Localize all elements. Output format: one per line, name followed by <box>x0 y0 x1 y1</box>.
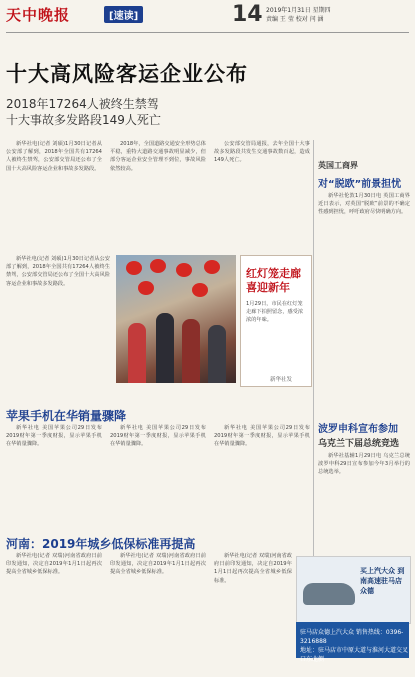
ukraine-headline-1: 波罗申科宣布参加 <box>318 424 398 435</box>
person-figure <box>182 319 200 383</box>
date-line: 2019年1月31日 星期四 <box>266 7 331 14</box>
lead-column-2: 2018年，全国道路交通安全形势总体平稳，重特大道路交通事故明显减少，但部分客运企业安全管理不到位，事故风险依然较高。 <box>110 141 206 172</box>
lantern-icon <box>150 259 166 273</box>
photo-byline: 新华社发 <box>270 377 293 383</box>
newspaper-brand: 天中晚报 <box>6 6 71 24</box>
ad-title: 买上汽大众 到南高速驻马店众德 <box>360 567 405 595</box>
apple-headline: 苹果手机在华销量骤降 <box>6 409 127 423</box>
photo-caption-text: 1月29日，市民在红灯笼走廊下拍照留念，感受浓浓的年味。 <box>246 301 304 323</box>
car-image <box>303 583 355 605</box>
lead-subhead-1: 2018年17264人被终生禁驾 <box>6 97 159 111</box>
apple-column-1: 新华社电 美国苹果公司29日发布2019财年第一季度财报，显示苹果手机在华销量骤降。 <box>6 425 102 448</box>
lantern-icon <box>176 263 192 277</box>
person-figure <box>208 325 226 383</box>
uk-headline: 对“脱欧”前景担忧 <box>318 179 402 190</box>
lead-subhead-2: 十大事故多发路段149人死亡 <box>6 113 161 127</box>
person-figure <box>156 313 174 383</box>
apple-column-3: 新华社电 美国苹果公司29日发布2019财年第一季度财报，显示苹果手机在华销量骤降。 <box>214 425 310 448</box>
lantern-icon <box>126 261 142 275</box>
henan-headline: 河南：2019年城乡低保标准再提高 <box>6 537 196 551</box>
person-figure <box>128 323 146 383</box>
ukraine-article-body: 新华社基辅1月29日电 乌克兰总统波罗申科29日宣布参加今年3月举行的总统选举。 <box>318 453 410 476</box>
lantern-icon <box>138 281 154 295</box>
lead-column-4: 新华社电(记者 刘硕)1月30日记者从公安部了解到，2018年全国共有17264人被终生禁驾，公安部交管局还公布了全国十大高风险客运企业和事故多发路段。 <box>6 256 110 287</box>
henan-column-3: 新华社电(记者 双瑞)河南省政府日前印发通知，决定自2019年1月1日起再次提高全省城乡低保标准。 <box>214 553 292 584</box>
masthead <box>0 0 415 40</box>
ad-hotline: 驻马店众德上汽大众 销售热线：0396-3216888 <box>300 629 404 645</box>
lead-headline: 十大高风险客运企业公布 <box>6 62 248 86</box>
ukraine-headline-2: 乌克兰下届总统竞选 <box>318 439 400 449</box>
henan-column-2: 新华社电(记者 双瑞)河南省政府日前印发通知，决定自2019年1月1日起再次提高全省城乡低保标准。 <box>110 553 206 576</box>
lead-column-1: 新华社电(记者 刘硕)1月30日记者从公安部了解到，2018年全国共有17264人被终生禁驾，公安部交管局还公布了全国十大高风险客运企业和事故多发路段。 <box>6 141 102 172</box>
uk-article-body: 新华社伦敦1月30日电 英国工商界近日表示，对英国“脱欧”前景的不确定性感到担忧，呼吁政府尽快明确方向。 <box>318 193 410 216</box>
photo-caption-title: 红灯笼走廊喜迎新年 <box>246 267 301 294</box>
masthead-rule <box>6 32 409 33</box>
news-photo <box>116 255 236 383</box>
lead-column-3: 公安部交管局通报，去年全国十大事故多发路段共发生交通事故数百起，造成149人死亡。 <box>214 141 310 164</box>
editors-line: 责编 王 莹 校对 闫 涵 <box>266 16 324 23</box>
section-badge: [速读] <box>104 6 143 23</box>
uk-kicker: 英国工商界 <box>318 161 358 170</box>
lantern-icon <box>204 260 220 274</box>
lantern-icon <box>192 283 208 297</box>
page-number: 14 <box>232 2 263 27</box>
ad-address: 地址：驻马店市中原大道与淮河大道交叉口东北侧 <box>300 647 409 663</box>
ad-contact <box>300 628 410 664</box>
henan-column-1: 新华社电(记者 双瑞)河南省政府日前印发通知，决定自2019年1月1日起再次提高全省城乡低保标准。 <box>6 553 102 576</box>
apple-column-2: 新华社电 美国苹果公司29日发布2019财年第一季度财报，显示苹果手机在华销量骤降。 <box>110 425 206 448</box>
